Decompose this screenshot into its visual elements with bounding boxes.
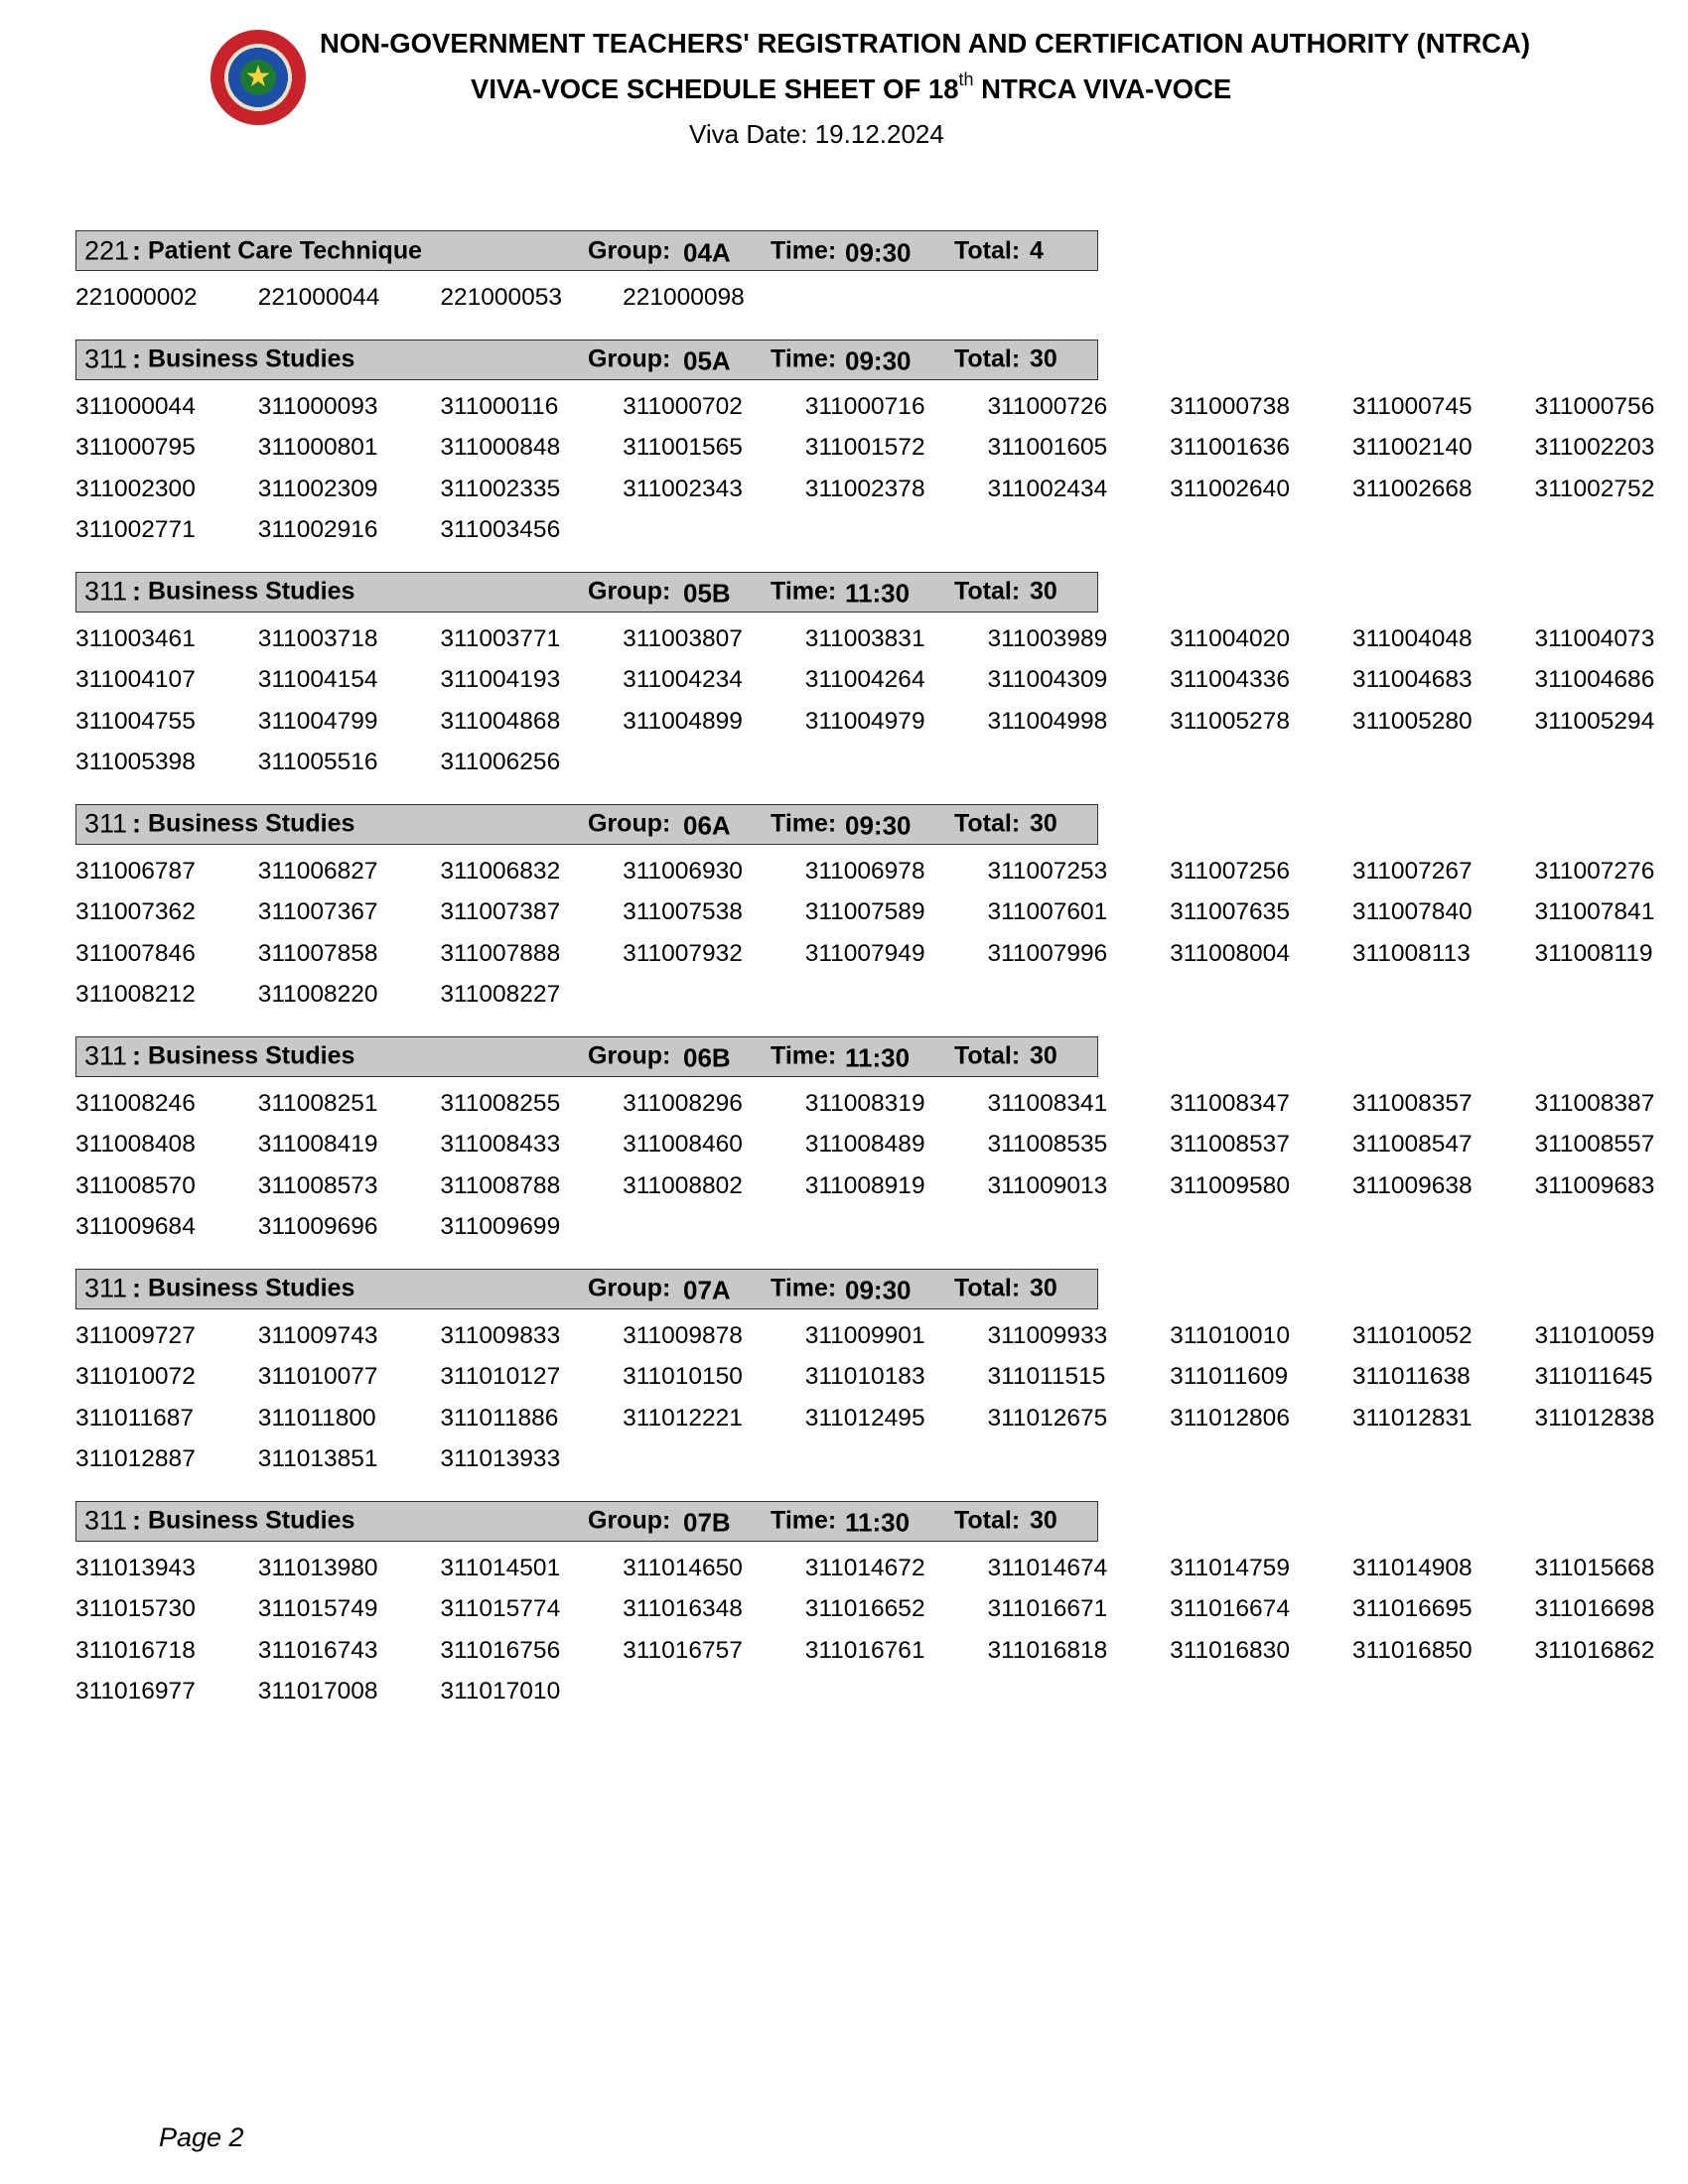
roll-number: 311009684 <box>75 1213 196 1240</box>
schedule-section <box>75 340 1664 551</box>
roll-number: 311010077 <box>257 1363 378 1390</box>
group-label: Group: <box>588 1041 671 1070</box>
roll-number: 311002434 <box>987 475 1108 502</box>
roll-number: 311000848 <box>440 434 561 461</box>
total-value: 30 <box>1030 577 1057 606</box>
code-separator: : <box>132 1273 141 1303</box>
roll-number-list <box>75 1548 1664 1712</box>
code-separator: : <box>132 235 141 265</box>
roll-number: 311010150 <box>623 1363 743 1390</box>
roll-number: 311014759 <box>1170 1554 1290 1581</box>
roll-number: 311010127 <box>440 1363 561 1390</box>
schedule-section <box>75 1501 1664 1712</box>
time-value: 09:30 <box>845 1275 912 1305</box>
roll-number: 311009727 <box>75 1321 196 1349</box>
roll-number: 311002771 <box>75 516 196 543</box>
roll-number: 311004234 <box>623 666 743 693</box>
roll-number-list <box>75 386 1664 551</box>
roll-number: 311007256 <box>1170 857 1290 885</box>
roll-number: 311001636 <box>1170 434 1290 461</box>
roll-number: 311002668 <box>1351 475 1473 502</box>
roll-number: 311007367 <box>257 898 378 925</box>
roll-number: 311016862 <box>1534 1636 1655 1664</box>
roll-number: 311008537 <box>1170 1131 1290 1158</box>
schedule-title: VIVA-VOCE SCHEDULE SHEET OF 18th NTRCA VIVA-VOCE <box>471 69 1232 104</box>
roll-number: 311008557 <box>1534 1131 1655 1158</box>
roll-number: 311006256 <box>440 749 561 775</box>
roll-number: 311012831 <box>1351 1404 1473 1432</box>
roll-number: 311006978 <box>804 857 925 885</box>
roll-number: 311008004 <box>1170 939 1290 967</box>
roll-number: 311000795 <box>75 434 196 461</box>
schedule-section <box>75 1036 1664 1248</box>
subject-name: Business Studies <box>148 1274 355 1302</box>
roll-number: 311004899 <box>623 707 743 735</box>
roll-number: 311009933 <box>987 1321 1108 1349</box>
roll-number: 311014650 <box>623 1554 743 1581</box>
roll-number: 311007387 <box>440 898 561 925</box>
roll-number: 311009743 <box>257 1321 378 1349</box>
group-label: Group: <box>588 577 671 606</box>
roll-number: 311004683 <box>1351 666 1473 693</box>
section-header-bar <box>75 230 1098 271</box>
roll-number: 311003807 <box>623 624 743 652</box>
viva-date-value: 19.12.2024 <box>814 119 944 149</box>
roll-number: 311013980 <box>257 1554 378 1581</box>
roll-number: 311012675 <box>987 1404 1108 1432</box>
roll-number: 221000044 <box>257 284 380 311</box>
roll-number: 311008547 <box>1351 1131 1473 1158</box>
group-label: Group: <box>588 344 671 373</box>
roll-number: 311004309 <box>987 666 1108 693</box>
roll-number: 311003831 <box>804 624 925 652</box>
roll-number: 311000801 <box>257 434 378 461</box>
roll-number: 311011687 <box>75 1404 194 1432</box>
roll-number: 311016756 <box>440 1636 561 1664</box>
roll-number: 311012495 <box>804 1404 925 1432</box>
roll-number: 311005278 <box>1170 707 1290 735</box>
roll-number: 311008535 <box>987 1131 1108 1158</box>
subject-code: 311 <box>84 343 128 374</box>
roll-number: 311005294 <box>1534 707 1655 735</box>
section-header-bar <box>75 1036 1098 1077</box>
roll-number: 311015774 <box>440 1595 561 1622</box>
roll-number: 311003771 <box>440 624 561 652</box>
roll-number: 311004073 <box>1534 624 1655 652</box>
group-label: Group: <box>588 236 671 264</box>
roll-number: 311004686 <box>1534 666 1655 693</box>
roll-number: 311000093 <box>257 392 378 420</box>
roll-number: 311011515 <box>987 1363 1106 1390</box>
roll-number: 311007858 <box>257 939 378 967</box>
section-header-bar <box>75 340 1098 380</box>
schedule-sections <box>75 230 1664 1733</box>
subject-name: Patient Care Technique <box>148 236 422 264</box>
viva-date <box>689 119 944 150</box>
roll-number: 311005398 <box>75 749 196 775</box>
group-value: 05A <box>683 345 731 376</box>
group-label: Group: <box>588 1506 671 1535</box>
roll-number: 311004998 <box>987 707 1108 735</box>
group-value: 05B <box>683 578 731 609</box>
roll-number: 311016348 <box>623 1595 743 1622</box>
total-value: 30 <box>1030 809 1057 838</box>
roll-number: 221000002 <box>75 284 198 311</box>
time-label: Time: <box>771 1274 837 1302</box>
roll-number: 311016674 <box>1170 1595 1290 1622</box>
schedule-section <box>75 1269 1664 1480</box>
roll-number: 311008433 <box>440 1131 561 1158</box>
group-value: 06B <box>683 1042 731 1073</box>
roll-number: 311011886 <box>440 1404 559 1432</box>
total-value: 30 <box>1030 344 1057 373</box>
subject-name: Business Studies <box>148 809 355 838</box>
code-separator: : <box>132 808 141 839</box>
roll-number: 311008119 <box>1534 939 1653 967</box>
roll-number-list <box>75 1083 1664 1248</box>
roll-number: 311002752 <box>1534 475 1655 502</box>
group-label: Group: <box>588 1274 671 1302</box>
roll-number: 311007841 <box>1534 898 1655 925</box>
roll-number: 311003989 <box>987 624 1108 652</box>
roll-number: 311008570 <box>75 1171 196 1199</box>
roll-number: 311000726 <box>987 392 1108 420</box>
roll-number: 311016743 <box>257 1636 378 1664</box>
roll-number: 311016671 <box>987 1595 1108 1622</box>
section-header-bar <box>75 1269 1098 1309</box>
roll-number: 311009699 <box>440 1213 561 1240</box>
total-value: 30 <box>1030 1506 1057 1535</box>
roll-number: 311015749 <box>257 1595 378 1622</box>
roll-number: 311004264 <box>804 666 925 693</box>
roll-number: 311007267 <box>1351 857 1473 885</box>
roll-number: 311008212 <box>75 981 196 1008</box>
roll-number: 311004336 <box>1170 666 1290 693</box>
roll-number: 311001605 <box>987 434 1108 461</box>
roll-number: 311003456 <box>440 516 561 543</box>
total-label: Total: <box>954 1274 1021 1302</box>
roll-number: 311000716 <box>804 392 925 420</box>
page-number: Page 2 <box>159 2122 244 2152</box>
roll-number: 311010059 <box>1534 1321 1655 1349</box>
roll-number: 311016761 <box>804 1636 925 1664</box>
roll-number: 311014672 <box>804 1554 925 1581</box>
viva-date-label: Viva Date: <box>689 119 808 149</box>
page-header <box>0 0 1688 169</box>
roll-number: 311004107 <box>75 666 196 693</box>
roll-number: 311006832 <box>440 857 561 885</box>
group-label: Group: <box>588 809 671 838</box>
total-label: Total: <box>954 236 1021 264</box>
roll-number: 311016830 <box>1170 1636 1290 1664</box>
roll-number: 311009878 <box>623 1321 743 1349</box>
time-label: Time: <box>771 1506 837 1535</box>
subject-name: Business Studies <box>148 1041 355 1070</box>
roll-number: 311010072 <box>75 1363 196 1390</box>
roll-number: 311001572 <box>804 434 925 461</box>
roll-number: 311016698 <box>1534 1595 1655 1622</box>
roll-number: 311000738 <box>1170 392 1290 420</box>
total-label: Total: <box>954 344 1021 373</box>
roll-number: 311007932 <box>623 939 743 967</box>
roll-number: 311009833 <box>440 1321 561 1349</box>
total-label: Total: <box>954 1506 1021 1535</box>
time-label: Time: <box>771 236 837 264</box>
roll-number: 311008802 <box>623 1171 743 1199</box>
roll-number: 311004868 <box>440 707 561 735</box>
roll-number: 311006827 <box>257 857 378 885</box>
roll-number: 311008341 <box>987 1089 1108 1117</box>
roll-number: 311002300 <box>75 475 196 502</box>
time-value: 11:30 <box>845 1042 911 1073</box>
subject-code: 311 <box>84 1040 128 1071</box>
roll-number: 311002343 <box>623 475 743 502</box>
subject-code: 311 <box>84 1505 128 1536</box>
subject-name: Business Studies <box>148 1506 355 1535</box>
total-value: 30 <box>1030 1041 1057 1070</box>
roll-number: 221000098 <box>623 284 745 311</box>
roll-number: 311003461 <box>75 624 196 652</box>
roll-number: 311002203 <box>1534 434 1655 461</box>
roll-number: 311008220 <box>257 981 378 1008</box>
roll-number: 311008919 <box>804 1171 925 1199</box>
time-value: 09:30 <box>845 810 912 841</box>
total-value: 30 <box>1030 1274 1057 1302</box>
roll-number: 311004048 <box>1351 624 1473 652</box>
roll-number: 311004020 <box>1170 624 1290 652</box>
total-label: Total: <box>954 1041 1021 1070</box>
roll-number: 311000044 <box>75 392 196 420</box>
roll-number: 311012887 <box>75 1445 196 1472</box>
roll-number: 311009638 <box>1351 1171 1473 1199</box>
roll-number: 311016850 <box>1351 1636 1473 1664</box>
roll-number: 311017010 <box>440 1678 561 1705</box>
roll-number: 311008347 <box>1170 1089 1290 1117</box>
roll-number: 311016818 <box>987 1636 1108 1664</box>
roll-number: 311007888 <box>440 939 561 967</box>
authority-title: NON-GOVERNMENT TEACHERS' REGISTRATION AND CERTIFICATION AUTHORITY (NTRCA) <box>320 28 1531 59</box>
roll-number: 311009901 <box>804 1321 925 1349</box>
roll-number: 311009580 <box>1170 1171 1290 1199</box>
roll-number-list <box>75 1315 1664 1480</box>
roll-number: 311012806 <box>1170 1404 1290 1432</box>
roll-number: 311008573 <box>257 1171 378 1199</box>
roll-number: 311009683 <box>1534 1171 1655 1199</box>
section-header-bar <box>75 572 1098 613</box>
roll-number: 311002916 <box>257 516 378 543</box>
group-value: 07A <box>683 1275 731 1305</box>
roll-number: 311000745 <box>1351 392 1473 420</box>
roll-number: 311017008 <box>257 1678 378 1705</box>
roll-number: 311008489 <box>804 1131 925 1158</box>
time-value: 11:30 <box>845 578 911 609</box>
roll-number: 311007253 <box>987 857 1108 885</box>
schedule-section <box>75 572 1664 783</box>
roll-number: 311006787 <box>75 857 196 885</box>
section-header-bar <box>75 1501 1098 1542</box>
roll-number: 311000702 <box>623 392 743 420</box>
roll-number: 311001565 <box>623 434 743 461</box>
roll-number: 311008357 <box>1351 1089 1473 1117</box>
roll-number: 311004154 <box>257 666 378 693</box>
time-label: Time: <box>771 1041 837 1070</box>
time-value: 09:30 <box>845 345 912 376</box>
roll-number: 311010010 <box>1170 1321 1290 1349</box>
roll-number: 311014501 <box>440 1554 561 1581</box>
total-label: Total: <box>954 809 1021 838</box>
roll-number: 311011645 <box>1534 1363 1653 1390</box>
roll-number: 311008255 <box>440 1089 561 1117</box>
group-value: 06A <box>683 810 731 841</box>
roll-number: 311002335 <box>440 475 561 502</box>
roll-number: 311010183 <box>804 1363 925 1390</box>
group-value: 07B <box>683 1507 731 1538</box>
roll-number: 311000116 <box>440 392 559 420</box>
roll-number: 311015730 <box>75 1595 196 1622</box>
roll-number: 311007846 <box>75 939 196 967</box>
subject-code: 311 <box>84 808 128 839</box>
roll-number-list <box>75 618 1664 783</box>
group-value: 04A <box>683 236 731 267</box>
roll-number: 311016718 <box>75 1636 196 1664</box>
roll-number: 311007949 <box>804 939 925 967</box>
roll-number: 311004979 <box>804 707 925 735</box>
roll-number: 221000053 <box>440 284 563 311</box>
roll-number: 311014674 <box>987 1554 1108 1581</box>
roll-number: 311016695 <box>1351 1595 1473 1622</box>
roll-number: 311007840 <box>1351 898 1473 925</box>
total-label: Total: <box>954 577 1021 606</box>
roll-number: 311005516 <box>257 749 378 775</box>
roll-number: 311005280 <box>1351 707 1473 735</box>
time-value: 11:30 <box>845 1507 911 1538</box>
roll-number: 311008408 <box>75 1131 196 1158</box>
roll-number: 311007362 <box>75 898 196 925</box>
roll-number: 311007996 <box>987 939 1108 967</box>
roll-number: 311008227 <box>440 981 561 1008</box>
roll-number: 311009696 <box>257 1213 378 1240</box>
roll-number: 311012221 <box>623 1404 743 1432</box>
roll-number: 311007538 <box>623 898 743 925</box>
roll-number: 311007276 <box>1534 857 1655 885</box>
roll-number: 311013851 <box>257 1445 378 1472</box>
code-separator: : <box>132 1040 141 1071</box>
roll-number: 311009013 <box>987 1171 1108 1199</box>
code-separator: : <box>132 1505 141 1536</box>
roll-number: 311004755 <box>75 707 196 735</box>
roll-number: 311010052 <box>1351 1321 1473 1349</box>
roll-number: 311007635 <box>1170 898 1290 925</box>
roll-number: 311007601 <box>987 898 1108 925</box>
roll-number: 311016757 <box>623 1636 743 1664</box>
code-separator: : <box>132 343 141 374</box>
ntrca-logo-icon: ★ <box>211 30 306 125</box>
roll-number: 311008387 <box>1534 1089 1655 1117</box>
total-value: 4 <box>1030 236 1044 264</box>
roll-number: 311008319 <box>804 1089 925 1117</box>
schedule-section <box>75 230 1664 319</box>
roll-number: 311008246 <box>75 1089 196 1117</box>
roll-number: 311007589 <box>804 898 925 925</box>
roll-number: 311002140 <box>1351 434 1473 461</box>
roll-number: 311002640 <box>1170 475 1290 502</box>
time-label: Time: <box>771 577 837 606</box>
roll-number: 311008460 <box>623 1131 743 1158</box>
roll-number: 311014908 <box>1351 1554 1473 1581</box>
roll-number: 311004193 <box>440 666 561 693</box>
roll-number: 311008113 <box>1351 939 1471 967</box>
roll-number: 311000756 <box>1534 392 1655 420</box>
subject-code: 311 <box>84 576 128 607</box>
roll-number: 311008788 <box>440 1171 561 1199</box>
roll-number: 311008419 <box>257 1131 378 1158</box>
roll-number: 311016652 <box>804 1595 925 1622</box>
roll-number: 311004799 <box>257 707 378 735</box>
roll-number: 311016977 <box>75 1678 196 1705</box>
subject-name: Business Studies <box>148 577 355 606</box>
roll-number: 311011800 <box>257 1404 376 1432</box>
roll-number: 311008296 <box>623 1089 743 1117</box>
roll-number: 311002309 <box>257 475 378 502</box>
roll-number: 311013943 <box>75 1554 196 1581</box>
time-label: Time: <box>771 344 837 373</box>
code-separator: : <box>132 576 141 607</box>
roll-number-list <box>75 851 1664 1016</box>
roll-number: 311012838 <box>1534 1404 1655 1432</box>
roll-number-list <box>75 277 1664 319</box>
roll-number: 311013933 <box>440 1445 561 1472</box>
roll-number: 311011638 <box>1351 1363 1471 1390</box>
time-value: 09:30 <box>845 236 912 267</box>
time-label: Time: <box>771 809 837 838</box>
subject-code: 221 <box>84 235 130 265</box>
roll-number: 311006930 <box>623 857 743 885</box>
schedule-section <box>75 804 1664 1016</box>
section-header-bar <box>75 804 1098 845</box>
roll-number: 311003718 <box>257 624 378 652</box>
roll-number: 311008251 <box>257 1089 378 1117</box>
roll-number: 311015668 <box>1534 1554 1655 1581</box>
subject-code: 311 <box>84 1273 128 1303</box>
roll-number: 311011609 <box>1170 1363 1289 1390</box>
roll-number: 311002378 <box>804 475 925 502</box>
subject-name: Business Studies <box>148 344 355 373</box>
